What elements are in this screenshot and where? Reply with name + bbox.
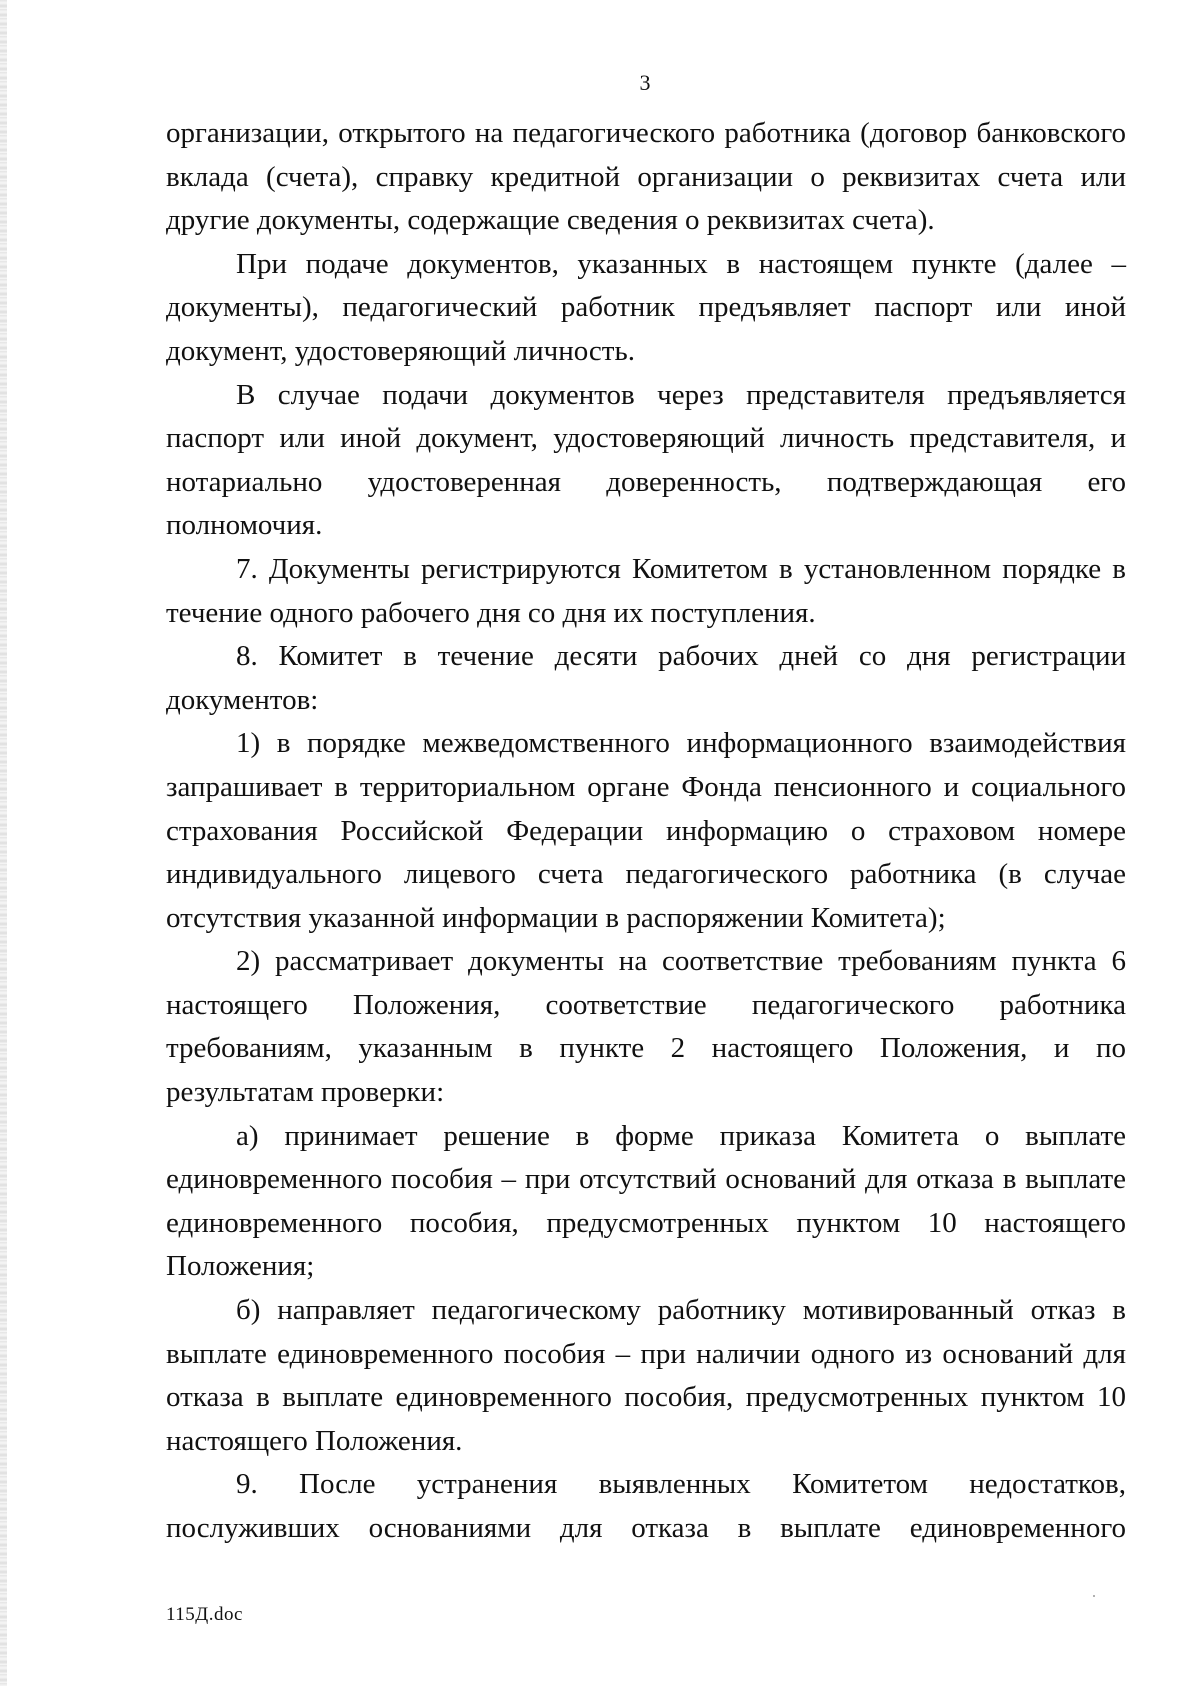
paragraph-item-7: 7. Документы регистрируются Комитетом в установленном порядке в течение одного рабочего дня со дня их поступления.	[166, 552, 1126, 629]
paragraph-subitem-a: а) принимает решение в форме приказа Комитета о выплате единовременного пособия – при отсутствий оснований для отказа в выплате единовременного пособия, предусмотренных пунктом 10 настоящего Положения;	[166, 1119, 1126, 1283]
paragraph-subitem-1: 1) в порядке межведомственного информационного взаимодействия запрашивает в территориальном органе Фонда пенсионного и социального страхования Российской Федерации информацию о страховом номере индивидуального лицевого счета педагогического работника (в случае отсутствия указанной информации в распоряжении Комитета);	[166, 727, 1126, 934]
paragraph-bank-details: организации, открытого на педагогического работника (договор банковского вклада (счета), справку кредитной организации о реквизитах счета или другие документы, содержащие сведения о реквизитах счета).	[166, 117, 1126, 237]
document-body	[166, 112, 1126, 1551]
paragraph-subitem-b: б) направляет педагогическому работнику мотивированный отказ в выплате единовременного пособия – при наличии одного из оснований для отказа в выплате единовременного пособия, предусмотренных пунктом 10 настоящего Положения.	[166, 1294, 1126, 1457]
scan-edge	[0, 0, 7, 1686]
paragraph-passport: При подаче документов, указанных в настоящем пункте (далее – документы), педагогический работник предъявляет паспорт или иной документ, удостоверяющий личность.	[166, 247, 1126, 367]
paragraph-item-8: 8. Комитет в течение десяти рабочих дней со дня регистрации документов:	[166, 640, 1126, 716]
paragraph-subitem-2: 2) рассматривает документы на соответствие требованиям пункта 6 настоящего Положения, соответствие педагогического работника требованиям, указанным в пункте 2 настоящего Положения, и по результатам проверки:	[166, 945, 1126, 1109]
footer-filename: 115Д.doc	[166, 1604, 243, 1625]
scan-speck	[1093, 1595, 1095, 1597]
paragraph-item-9: 9. После устранения выявленных Комитетом недостатков, послуживших основаниями для отказа в выплате единовременного	[166, 1468, 1126, 1544]
page-number: 3	[639, 70, 651, 95]
paragraph-representative: В случае подачи документов через представителя предъявляется паспорт или иной документ, удостоверяющий личность представителя, и нотариально удостоверенная доверенность, подтверждающая его полномочия.	[166, 378, 1126, 542]
